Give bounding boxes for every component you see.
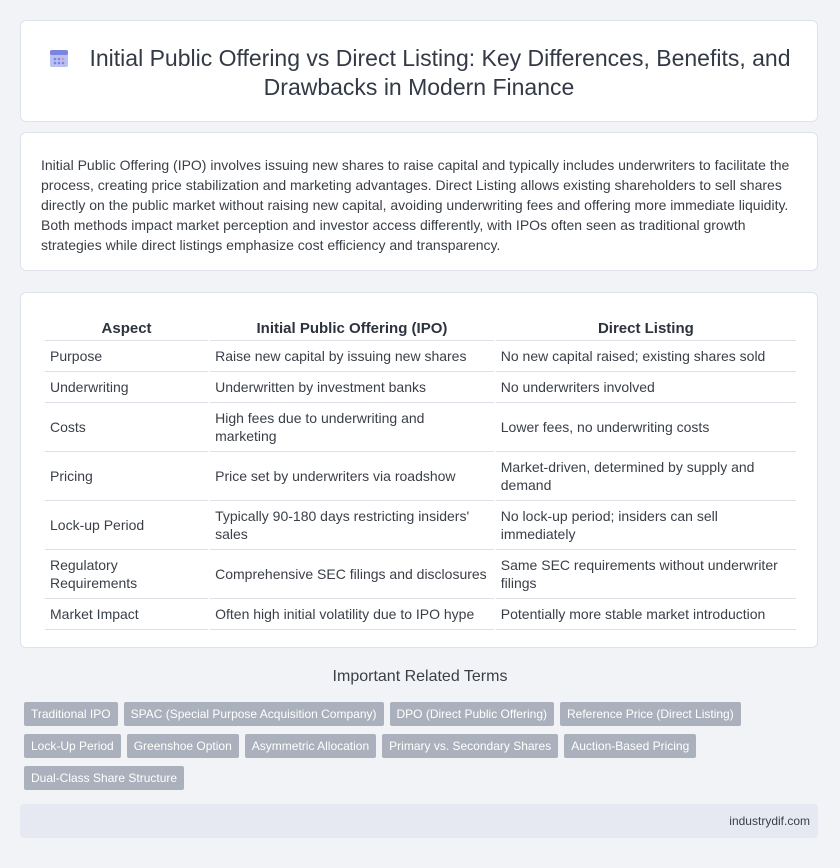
footer-site-link[interactable]: industrydif.com bbox=[729, 814, 810, 828]
row-direct-value: No new capital raised; existing shares sold bbox=[496, 341, 796, 372]
related-terms-heading: Important Related Terms bbox=[332, 668, 508, 685]
row-direct-value: Lower fees, no underwriting costs bbox=[496, 403, 796, 452]
related-term-tag[interactable]: Reference Price (Direct Listing) bbox=[560, 702, 741, 726]
page-title-wrap bbox=[21, 44, 817, 102]
related-term-tag[interactable]: Traditional IPO bbox=[24, 702, 118, 726]
table-header-row bbox=[45, 315, 796, 341]
related-term-tag[interactable]: Dual-Class Share Structure bbox=[24, 766, 184, 790]
related-term-tag[interactable]: Primary vs. Secondary Shares bbox=[382, 734, 558, 758]
row-aspect: Lock-up Period bbox=[45, 501, 208, 550]
related-term-tag[interactable]: Lock-Up Period bbox=[24, 734, 121, 758]
header-aspect: Aspect bbox=[45, 315, 208, 341]
row-direct-value: No lock-up period; insiders can sell immediately bbox=[496, 501, 796, 550]
row-direct-value: No underwriters involved bbox=[496, 372, 796, 403]
row-aspect: Market Impact bbox=[45, 599, 208, 630]
related-terms-list bbox=[24, 702, 804, 798]
header-direct-listing: Direct Listing bbox=[496, 315, 796, 341]
header-ipo: Initial Public Offering (IPO) bbox=[210, 315, 494, 341]
summary-text: Initial Public Offering (IPO) involves issuing new shares to raise capital and typically includes underwriters to facilitate the process, creating price stabilization and marketing advantages. Direct Listing allows existing shareholders to sell shares directly on the public market without raising new capital, avoiding underwriting fees and offering more immediate liquidity. Both methods impact market perception and investor access differently, with IPOs often seen as traditional growth strategies while direct listings emphasize cost efficiency and transparency. bbox=[41, 157, 790, 253]
related-term-tag[interactable]: Auction-Based Pricing bbox=[564, 734, 696, 758]
table-row bbox=[45, 403, 796, 452]
row-direct-value: Potentially more stable market introduction bbox=[496, 599, 796, 630]
table-row bbox=[45, 452, 796, 501]
row-ipo-value: Price set by underwriters via roadshow bbox=[210, 452, 494, 501]
related-term-tag[interactable]: SPAC (Special Purpose Acquisition Company) bbox=[124, 702, 384, 726]
footer bbox=[20, 804, 818, 838]
row-ipo-value: High fees due to underwriting and marketing bbox=[210, 403, 494, 452]
table-row bbox=[45, 501, 796, 550]
table-row bbox=[45, 341, 796, 372]
table-row bbox=[45, 599, 796, 630]
row-aspect: Costs bbox=[45, 403, 208, 452]
row-ipo-value: Underwritten by investment banks bbox=[210, 372, 494, 403]
related-term-tag[interactable]: Greenshoe Option bbox=[127, 734, 239, 758]
row-ipo-value: Comprehensive SEC filings and disclosures bbox=[210, 550, 494, 599]
title-card bbox=[20, 20, 818, 122]
row-ipo-value: Raise new capital by issuing new shares bbox=[210, 341, 494, 372]
comparison-table-card bbox=[20, 292, 818, 648]
row-ipo-value: Typically 90-180 days restricting insiders' sales bbox=[210, 501, 494, 550]
row-direct-value: Same SEC requirements without underwriter filings bbox=[496, 550, 796, 599]
related-term-tag[interactable]: DPO (Direct Public Offering) bbox=[390, 702, 555, 726]
related-term-tag[interactable]: Asymmetric Allocation bbox=[245, 734, 376, 758]
row-direct-value: Market-driven, determined by supply and demand bbox=[496, 452, 796, 501]
row-aspect: Regulatory Requirements bbox=[45, 550, 208, 599]
table-row bbox=[45, 372, 796, 403]
calendar-icon bbox=[48, 47, 70, 69]
table-row bbox=[45, 550, 796, 599]
row-aspect: Underwriting bbox=[45, 372, 208, 403]
page-title: Initial Public Offering vs Direct Listing: Key Differences, Benefits, and Drawbacks in Modern Finance bbox=[89, 45, 791, 100]
row-ipo-value: Often high initial volatility due to IPO hype bbox=[210, 599, 494, 630]
row-aspect: Purpose bbox=[45, 341, 208, 372]
row-aspect: Pricing bbox=[45, 452, 208, 501]
summary-card bbox=[20, 132, 818, 271]
comparison-table bbox=[43, 315, 798, 630]
